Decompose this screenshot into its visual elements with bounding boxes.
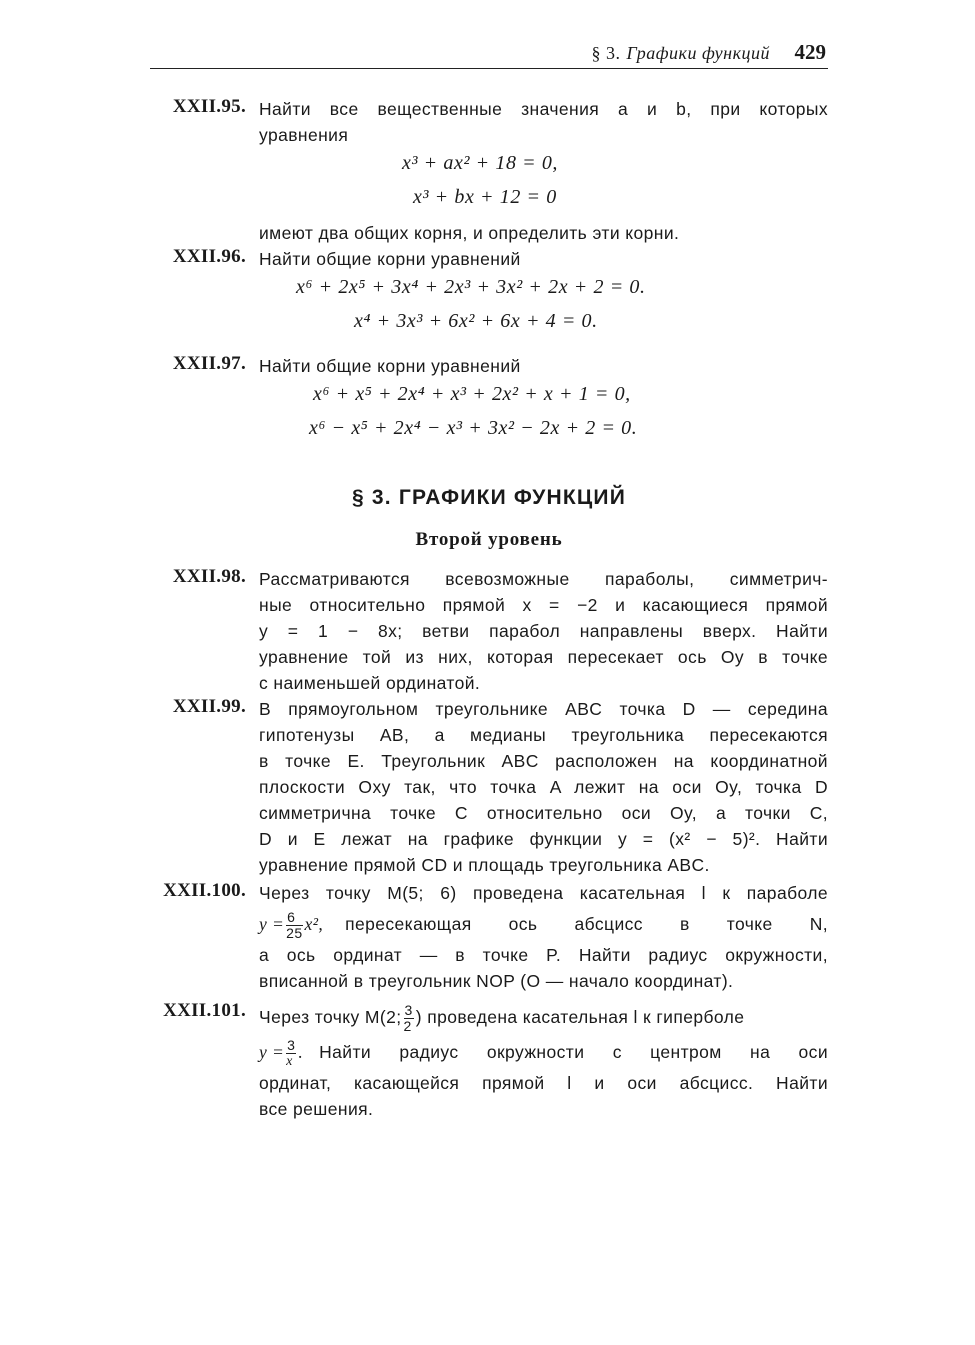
problem-text-line: уравнение прямой CD и площадь треугольника ABC. xyxy=(259,855,710,875)
page-number: 429 xyxy=(794,40,826,64)
problem-formula-line xyxy=(259,1034,828,1070)
problem-text-line: в точке E. Треугольник ABC расположен на координатной xyxy=(259,751,828,771)
problem-text-line: Найти общие корни уравнений xyxy=(259,249,521,269)
problem-text-line: В прямоугольном треугольнике ABC точка D — середина xyxy=(259,699,828,719)
running-head-section: § 3. xyxy=(591,43,621,63)
problem-formula-line xyxy=(259,906,828,942)
problem-number: XXII.96. xyxy=(172,246,246,267)
problem-formula-line: Через точку M(2; $\frac{3}{2}$ ) проведена касательная l к гиперболе xyxy=(259,1001,745,1034)
fraction: $\frac{3}{x}$ xyxy=(286,1036,296,1069)
problem-text-line: вписанной в треугольник NOP (O — начало координат). xyxy=(259,971,734,991)
equation: x³ + bx + 12 = 0 xyxy=(413,186,557,208)
problem-text-line: пересекающая ось абсцисс в точке N, xyxy=(345,914,828,934)
problem-text-line: ные относительно прямой x = −2 и касающиеся прямой xyxy=(259,595,828,615)
inline-formula: y = $\frac{6}{25}$ x², xyxy=(259,908,324,941)
fraction: $\frac{6}{25}$ xyxy=(286,908,303,941)
equation: x⁶ − x⁵ + 2x⁴ − x³ + 3x² − 2x + 2 = 0. xyxy=(309,417,638,439)
problem-text-line: все решения. xyxy=(259,1099,374,1119)
problem-text-line: Рассматриваются всевозможные параболы, симметрич- xyxy=(259,569,828,589)
problem-text-line: Найти общие корни уравнений xyxy=(259,356,521,376)
problem-text-line: гипотенузы AB, а медианы треугольника пересекаются xyxy=(259,725,828,745)
equation: x⁶ + x⁵ + 2x⁴ + x³ + 2x² + x + 1 = 0, xyxy=(313,383,631,405)
equation: x⁶ + 2x⁵ + 3x⁴ + 2x³ + 3x² + 2x + 2 = 0. xyxy=(296,276,646,298)
problem-text-line: D и E лежат на графике функции y = (x² − 5)². Найти xyxy=(259,829,828,849)
problem-number: XXII.98. xyxy=(172,566,246,587)
running-head xyxy=(150,40,828,69)
running-head-title xyxy=(592,43,770,64)
section-subtitle: Второй уровень xyxy=(415,529,563,550)
problem-text-line: Через точку M(5; 6) проведена касательная l к параболе xyxy=(259,883,828,903)
problem-text-line: а ось ординат — в точке P. Найти радиус окружности, xyxy=(259,945,828,965)
problem-text-line: плоскости Oxy так, что точка A лежит на оси Oy, точка D xyxy=(259,777,828,797)
running-head-text: Графики функций xyxy=(626,43,770,63)
problem-text-line: уравнение той из них, которая пересекает ось Oy в точке xyxy=(259,647,828,667)
problem-text-line: Найти все вещественные значения a и b, при которых xyxy=(259,99,828,119)
problem-text-line: ординат, касающейся прямой l и оси абсцисс. Найти xyxy=(259,1073,828,1093)
problem-number: XXII.99. xyxy=(172,696,246,717)
problem-number: XXII.100. xyxy=(163,880,246,901)
problem-text-line: имеют два общих корня, и определить эти корни. xyxy=(259,223,680,243)
problem-text-line: уравнения xyxy=(259,125,349,145)
problem-text-line: y = 1 − 8x; ветви парабол направлены вверх. Найти xyxy=(259,621,828,641)
problem-text-line: с наименьшей ординатой. xyxy=(259,673,481,693)
problem-number: XXII.97. xyxy=(172,353,246,374)
problem-number: XXII.101. xyxy=(163,1000,246,1021)
equation: x³ + ax² + 18 = 0, xyxy=(402,152,559,174)
section-title: § 3. ГРАФИКИ ФУНКЦИЙ xyxy=(351,486,627,509)
problem-number: XXII.95. xyxy=(172,96,246,117)
problem-text-line: Найти радиус окружности с центром на оси xyxy=(319,1042,828,1062)
inline-formula: y = $\frac{3}{x}$ . xyxy=(259,1036,304,1069)
fraction: $\frac{3}{2}$ xyxy=(403,1001,413,1034)
problem-text-line: симметрична точке C относительно оси Oy, а точки C, xyxy=(259,803,828,823)
equation: x⁴ + 3x³ + 6x² + 6x + 4 = 0. xyxy=(354,310,598,332)
